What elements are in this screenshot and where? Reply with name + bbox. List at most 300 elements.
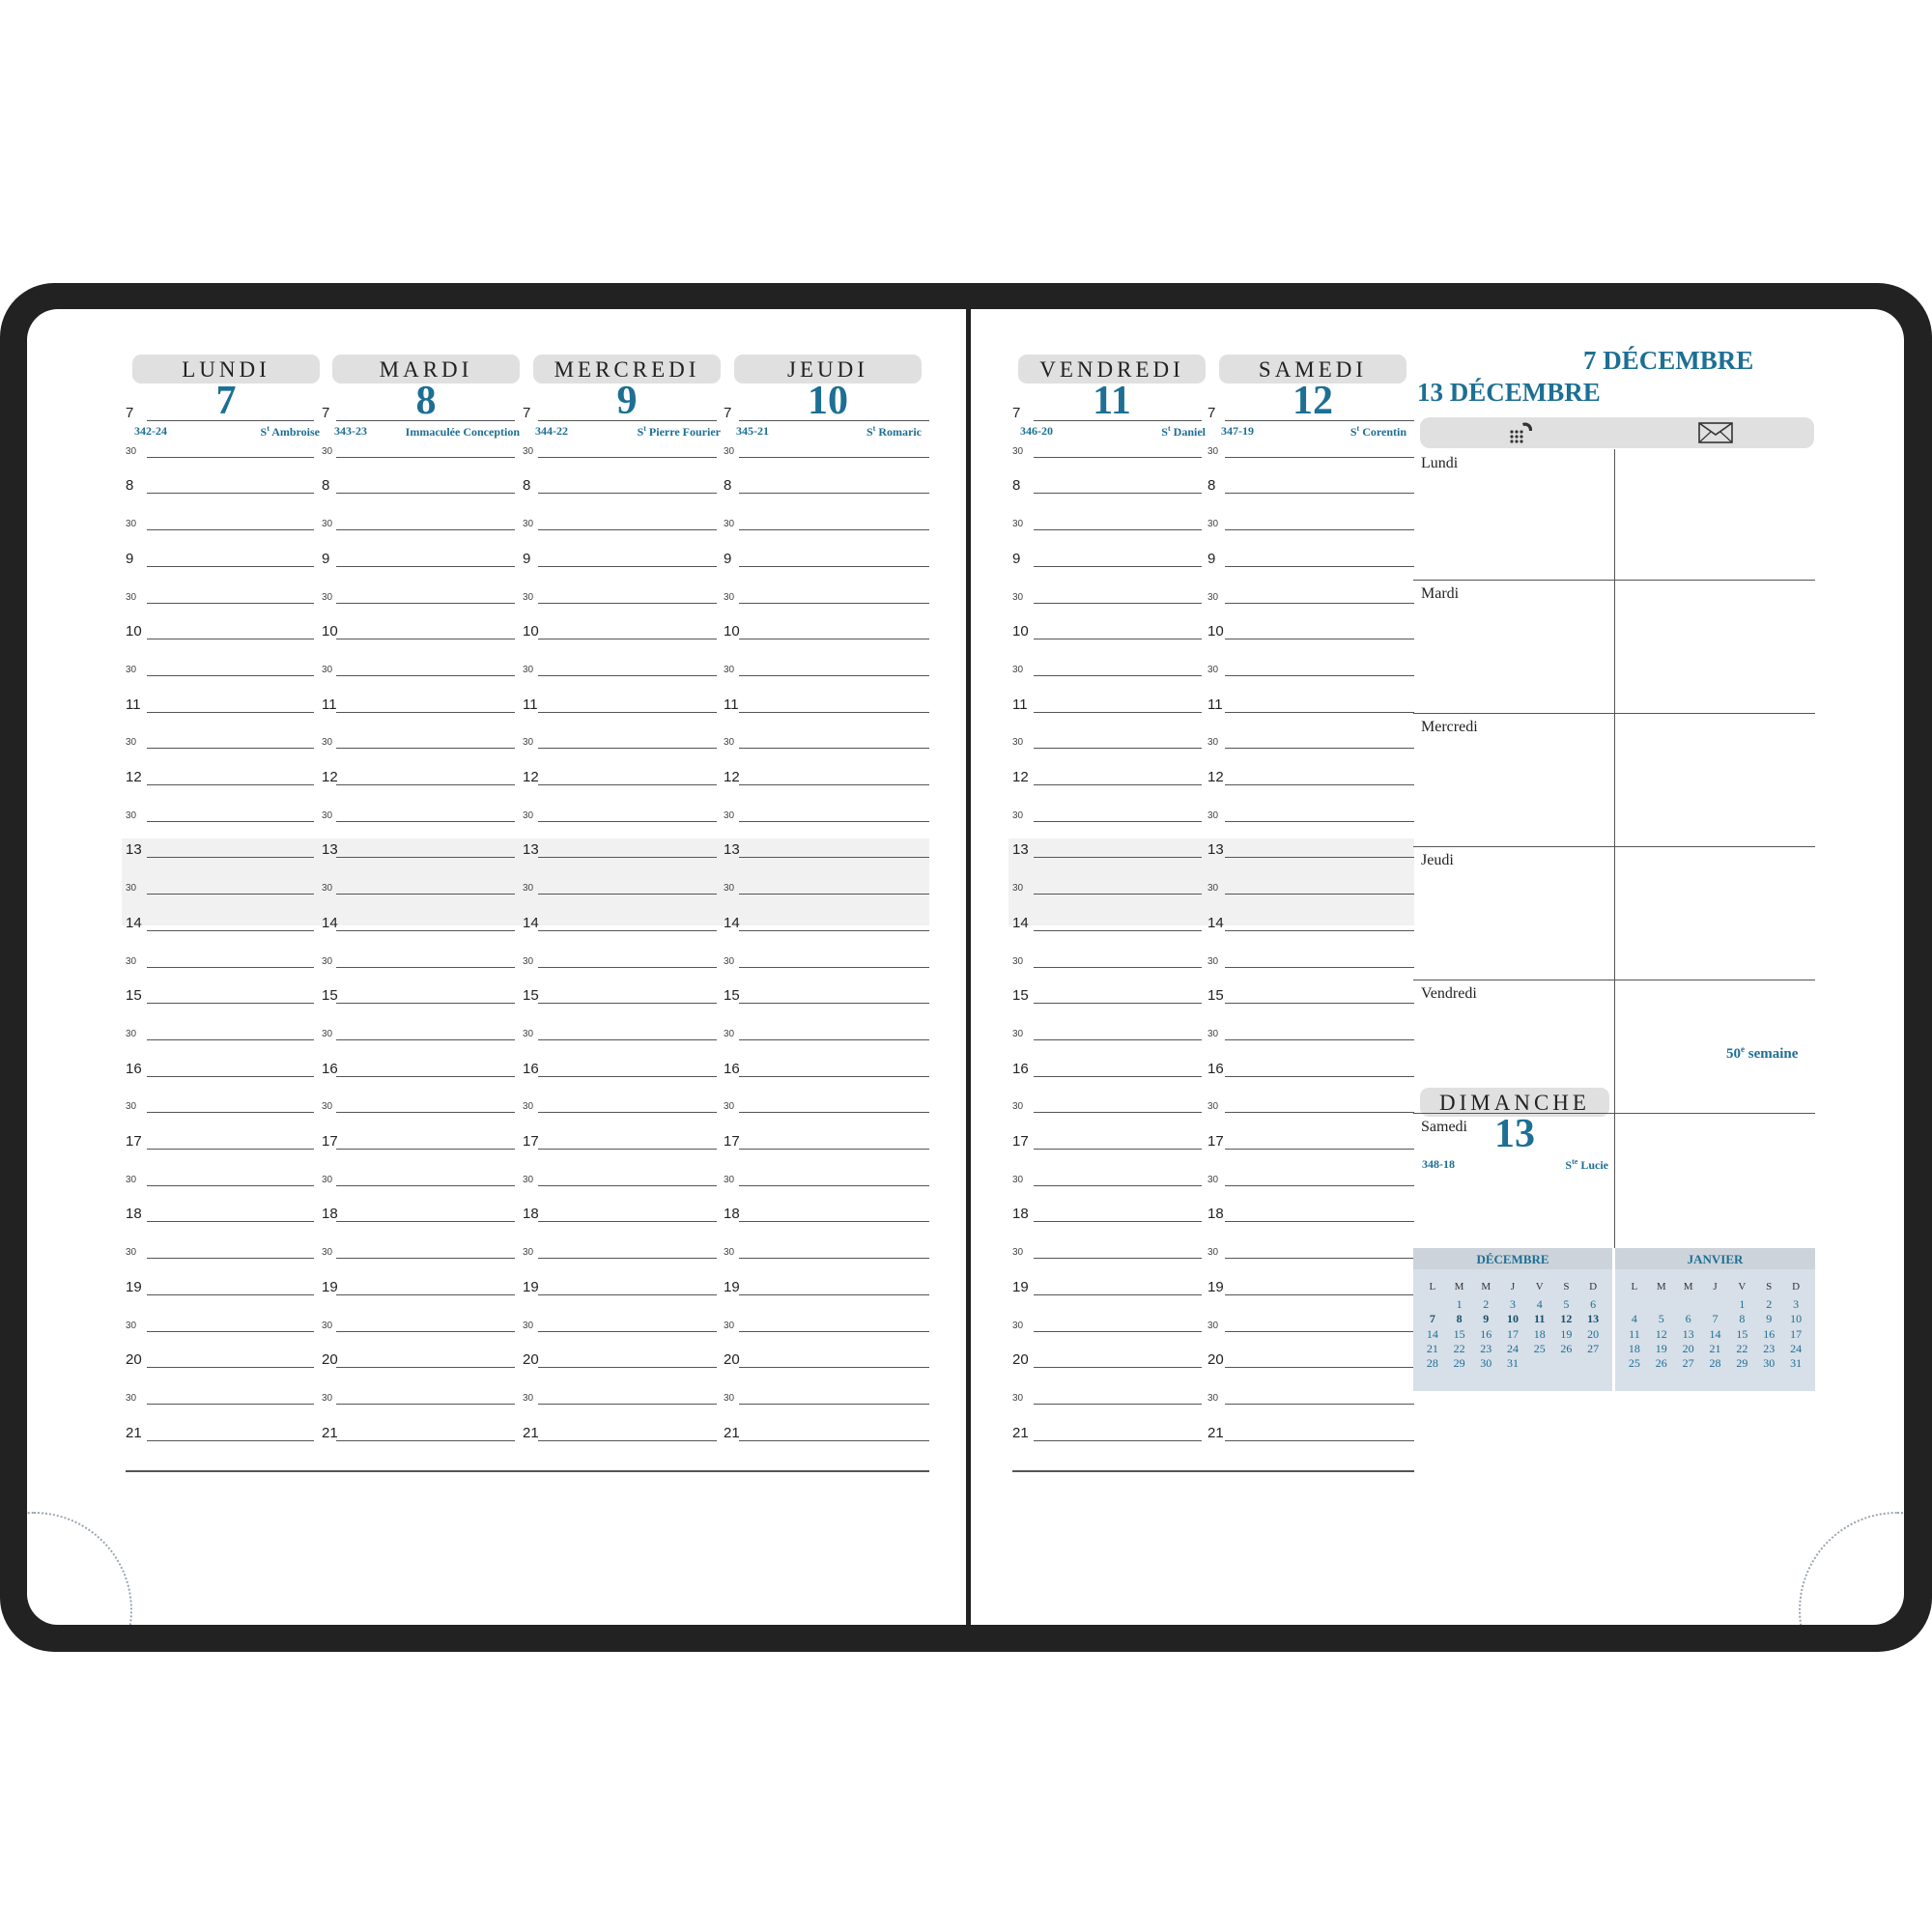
time-slot-line[interactable] [336, 894, 515, 895]
time-slot-line[interactable] [1034, 1039, 1202, 1040]
time-slot-line[interactable] [336, 930, 515, 931]
mini-calendar-day[interactable]: 23 [1763, 1341, 1776, 1355]
hour-label: 20 [322, 1351, 338, 1369]
time-slot-line[interactable] [739, 894, 929, 895]
day-number-dimanche: 13 [1494, 1112, 1535, 1156]
time-slot-line[interactable] [147, 493, 314, 494]
mini-calendar-day[interactable]: 21 [1426, 1341, 1438, 1355]
time-slot-line[interactable] [147, 1258, 314, 1259]
hour-label: 8 [322, 477, 330, 495]
time-slot-line[interactable] [1225, 894, 1414, 895]
time-slot-line[interactable] [1034, 894, 1202, 895]
time-slot-line[interactable] [1225, 566, 1414, 567]
mini-calendar-day[interactable]: 1 [1739, 1297, 1746, 1311]
time-slot-line[interactable] [1225, 457, 1414, 458]
mini-calendar-day[interactable]: 13 [1682, 1326, 1694, 1341]
time-slot-line[interactable] [1034, 1258, 1202, 1259]
mini-calendar-day[interactable]: 4 [1536, 1297, 1543, 1311]
time-slot-line[interactable] [739, 675, 929, 676]
time-slot-line[interactable] [147, 930, 314, 931]
time-slot-line[interactable] [336, 1112, 515, 1113]
time-slot-line[interactable] [147, 821, 314, 822]
time-slot-line[interactable] [1034, 821, 1202, 822]
time-slot-line[interactable] [1034, 1367, 1202, 1368]
time-slot-line[interactable] [1034, 529, 1202, 530]
time-slot-line[interactable] [1034, 857, 1202, 858]
time-slot-line[interactable] [538, 529, 717, 530]
time-slot-line[interactable] [336, 529, 515, 530]
time-slot-line[interactable] [147, 566, 314, 567]
time-slot-line[interactable] [739, 930, 929, 931]
time-slot-line[interactable] [147, 457, 314, 458]
time-slot-line[interactable] [739, 566, 929, 567]
time-slot-line[interactable] [1034, 420, 1202, 421]
time-slot-line[interactable] [336, 1331, 515, 1332]
mini-calendar-janvier [1615, 1248, 1815, 1391]
hour-label: 18 [126, 1206, 142, 1223]
time-slot-line[interactable] [1225, 857, 1414, 858]
hour-label: 14 [724, 914, 740, 931]
time-slot-line[interactable] [336, 857, 515, 858]
time-slot-line[interactable] [147, 1440, 314, 1441]
time-slot-line[interactable] [538, 1112, 717, 1113]
mini-calendar-day[interactable]: 10 [1507, 1312, 1519, 1326]
hour-label: 10 [1012, 623, 1029, 640]
hour-label: 11 [523, 696, 538, 713]
mini-calendar-month: DÉCEMBRE [1413, 1248, 1612, 1269]
time-slot-line[interactable] [1034, 1003, 1202, 1004]
mini-calendar-day[interactable]: 26 [1655, 1356, 1667, 1371]
time-slot-line[interactable] [538, 967, 717, 968]
mini-calendar-day[interactable]: 19 [1655, 1341, 1667, 1355]
time-slot-line[interactable] [147, 712, 314, 713]
time-slot-line[interactable] [538, 930, 717, 931]
time-slot-line[interactable] [1225, 1440, 1414, 1441]
time-slot-line[interactable] [147, 1003, 314, 1004]
time-slot-line[interactable] [336, 457, 515, 458]
mini-calendar-day[interactable]: 9 [1766, 1312, 1773, 1326]
mini-calendar-day[interactable]: 3 [1793, 1297, 1800, 1311]
time-slot-line[interactable] [1034, 1404, 1202, 1405]
time-slot-line[interactable] [739, 420, 929, 421]
time-slot-line[interactable] [1225, 529, 1414, 530]
time-slot-line[interactable] [538, 1076, 717, 1077]
mini-calendar-day[interactable]: 11 [1629, 1326, 1640, 1341]
mini-calendar-weekday: V [1535, 1281, 1544, 1293]
mini-calendar-day[interactable]: 4 [1631, 1312, 1637, 1326]
time-slot-line[interactable] [147, 1294, 314, 1295]
hour-label: 21 [322, 1424, 338, 1441]
time-slot-line[interactable] [739, 1331, 929, 1332]
mini-calendar-day[interactable]: 25 [1533, 1341, 1546, 1355]
mini-calendar-day[interactable]: 29 [1453, 1356, 1465, 1371]
mini-calendar-day[interactable]: 22 [1736, 1341, 1748, 1355]
time-slot-line[interactable] [1225, 748, 1414, 749]
mini-calendar-day[interactable]: 19 [1560, 1326, 1573, 1341]
time-slot-line[interactable] [739, 1185, 929, 1186]
day-saint-mercredi [562, 424, 721, 440]
time-slot-line[interactable] [147, 1076, 314, 1077]
notes-row-line [1413, 580, 1815, 581]
time-slot-line[interactable] [336, 1149, 515, 1150]
time-slot-line[interactable] [1225, 675, 1414, 676]
time-slot-line[interactable] [336, 1039, 515, 1040]
time-slot-line[interactable] [739, 1367, 929, 1368]
time-slot-line[interactable] [147, 420, 314, 421]
hour-label: 13 [1012, 841, 1029, 859]
time-slot-line[interactable] [336, 1221, 515, 1222]
time-slot-line[interactable] [1225, 930, 1414, 931]
half-hour-label: 30 [1012, 883, 1024, 895]
time-slot-line[interactable] [1225, 1221, 1414, 1222]
time-slot-line[interactable] [1225, 821, 1414, 822]
mini-calendar-day[interactable]: 28 [1426, 1356, 1438, 1371]
mini-calendar-day[interactable]: 30 [1763, 1356, 1776, 1371]
time-slot-line[interactable] [1225, 1331, 1414, 1332]
time-slot-line[interactable] [1225, 1003, 1414, 1004]
mini-calendar-day[interactable]: 31 [1507, 1356, 1519, 1371]
time-slot-line[interactable] [1034, 1185, 1202, 1186]
time-slot-line[interactable] [538, 1039, 717, 1040]
mini-calendar-day[interactable]: 26 [1560, 1341, 1573, 1355]
time-slot-line[interactable] [739, 1294, 929, 1295]
mini-calendar-day[interactable]: 14 [1709, 1326, 1721, 1341]
time-slot-line[interactable] [336, 420, 515, 421]
time-slot-line[interactable] [1034, 1221, 1202, 1222]
mini-calendar-day[interactable]: 23 [1480, 1341, 1492, 1355]
time-slot-line[interactable] [538, 1003, 717, 1004]
mini-calendar-day[interactable]: 5 [1658, 1312, 1664, 1326]
hour-label: 20 [724, 1351, 740, 1369]
time-slot-line[interactable] [336, 1440, 515, 1441]
half-hour-label: 30 [1208, 1028, 1219, 1039]
mini-calendar-day[interactable]: 27 [1587, 1341, 1600, 1355]
time-slot-line[interactable] [1225, 1258, 1414, 1259]
time-slot-line[interactable] [739, 1003, 929, 1004]
time-slot-line[interactable] [147, 967, 314, 968]
day-pill-mercredi: MERCREDI [533, 355, 721, 384]
half-hour-label: 30 [322, 445, 333, 457]
saint-prefix: S [866, 425, 873, 439]
time-slot-line[interactable] [739, 1221, 929, 1222]
time-slot-line[interactable] [1225, 784, 1414, 785]
hour-label: 16 [1208, 1060, 1224, 1077]
time-slot-line[interactable] [336, 566, 515, 567]
time-slot-line[interactable] [1034, 1440, 1202, 1441]
time-slot-line[interactable] [1034, 1294, 1202, 1295]
time-slot-line[interactable] [538, 1185, 717, 1186]
mini-calendar-day[interactable]: 14 [1426, 1326, 1438, 1341]
saint-sup: t [1356, 424, 1360, 433]
time-slot-line[interactable] [739, 457, 929, 458]
time-slot-line[interactable] [739, 603, 929, 604]
time-slot-line[interactable] [739, 857, 929, 858]
saint-name: Ambroise [269, 425, 320, 439]
mini-calendar-day[interactable]: 5 [1563, 1297, 1570, 1311]
day-pill-lundi: LUNDI [132, 355, 320, 384]
mini-calendar-day[interactable]: 18 [1628, 1341, 1640, 1355]
time-slot-line[interactable] [739, 529, 929, 530]
time-slot-line[interactable] [147, 1185, 314, 1186]
mini-calendar-day[interactable]: 6 [1685, 1312, 1691, 1326]
time-slot-line[interactable] [739, 1440, 929, 1441]
day-pill-dimanche: DIMANCHE [1420, 1088, 1609, 1117]
time-slot-line[interactable] [538, 748, 717, 749]
mini-calendar-day[interactable]: 16 [1763, 1326, 1776, 1341]
time-slot-line[interactable] [538, 603, 717, 604]
time-slot-line[interactable] [147, 675, 314, 676]
time-slot-line[interactable] [1034, 1149, 1202, 1150]
time-slot-line[interactable] [147, 857, 314, 858]
time-slot-line[interactable] [739, 821, 929, 822]
half-hour-label: 30 [523, 1247, 534, 1259]
time-slot-line[interactable] [1225, 1039, 1414, 1040]
hour-label: 9 [1208, 550, 1216, 567]
hour-label: 19 [322, 1278, 338, 1295]
time-slot-line[interactable] [336, 748, 515, 749]
time-slot-line[interactable] [538, 894, 717, 895]
time-slot-line[interactable] [336, 784, 515, 785]
saint-sup: t [267, 424, 270, 433]
mini-calendar-day[interactable]: 3 [1510, 1297, 1516, 1311]
mini-calendar-day[interactable]: 2 [1766, 1297, 1773, 1311]
time-slot-line[interactable] [336, 1076, 515, 1077]
hour-label: 20 [1012, 1351, 1029, 1369]
hour-label: 12 [1012, 769, 1029, 785]
half-hour-label: 30 [523, 810, 534, 821]
half-hour-label: 30 [724, 1247, 735, 1259]
time-slot-line[interactable] [739, 1258, 929, 1259]
time-slot-line[interactable] [739, 493, 929, 494]
time-slot-line[interactable] [538, 857, 717, 858]
time-slot-line[interactable] [1034, 1112, 1202, 1113]
mini-calendar-day[interactable]: 31 [1790, 1356, 1803, 1371]
mini-calendar-weekday: L [1631, 1281, 1638, 1293]
time-slot-line[interactable] [336, 1185, 515, 1186]
half-hour-label: 30 [523, 955, 534, 967]
time-slot-line[interactable] [336, 1003, 515, 1004]
time-slot-line[interactable] [739, 784, 929, 785]
time-slot-line[interactable] [538, 1258, 717, 1259]
time-slot-line[interactable] [147, 784, 314, 785]
time-slot-line[interactable] [538, 457, 717, 458]
half-hour-label: 30 [126, 1247, 137, 1259]
mini-calendar-day[interactable]: 22 [1453, 1341, 1465, 1355]
mini-calendar-day[interactable]: 16 [1480, 1326, 1492, 1341]
hour-label: 7 [1012, 405, 1021, 421]
half-hour-label: 30 [1012, 591, 1024, 603]
hour-label: 21 [523, 1424, 539, 1441]
time-slot-line[interactable] [147, 1367, 314, 1368]
time-slot-line[interactable] [538, 1367, 717, 1368]
time-slot-line[interactable] [147, 1331, 314, 1332]
time-slot-line[interactable] [538, 1331, 717, 1332]
time-slot-line[interactable] [1225, 603, 1414, 604]
time-slot-line[interactable] [538, 420, 717, 421]
mini-calendar-day[interactable]: 13 [1587, 1312, 1600, 1326]
mini-calendar-day[interactable]: 9 [1483, 1312, 1490, 1326]
time-slot-line[interactable] [739, 748, 929, 749]
mini-calendar-weekday: J [1510, 1281, 1516, 1293]
time-slot-line[interactable] [147, 1112, 314, 1113]
day-code-samedi: 347-19 [1221, 424, 1254, 438]
time-slot-line[interactable] [538, 712, 717, 713]
time-slot-line[interactable] [147, 1404, 314, 1405]
time-slot-line[interactable] [147, 529, 314, 530]
mini-calendar-day[interactable]: 12 [1655, 1326, 1667, 1341]
time-slot-line[interactable] [739, 1039, 929, 1040]
mini-calendar-day[interactable]: 17 [1507, 1326, 1519, 1341]
time-slot-line[interactable] [1034, 967, 1202, 968]
hour-label: 16 [126, 1060, 142, 1077]
notes-day-label: Samedi [1421, 1119, 1467, 1135]
day-saint-jeudi [763, 424, 922, 440]
time-slot-line[interactable] [1034, 1331, 1202, 1332]
time-slot-line[interactable] [538, 1440, 717, 1441]
time-slot-line[interactable] [336, 1258, 515, 1259]
saint-prefix: S [637, 425, 644, 439]
mini-calendar-day[interactable]: 28 [1709, 1356, 1721, 1371]
time-slot-line[interactable] [538, 1404, 717, 1405]
time-slot-line[interactable] [147, 1039, 314, 1040]
hour-label: 9 [724, 550, 732, 567]
time-slot-line[interactable] [336, 821, 515, 822]
hour-label: 17 [126, 1133, 142, 1150]
time-slot-line[interactable] [1225, 1294, 1414, 1295]
saint-name: Corentin [1359, 425, 1406, 439]
mini-calendar-day[interactable]: 18 [1533, 1326, 1546, 1341]
time-slot-line[interactable] [1034, 457, 1202, 458]
mini-calendar-day[interactable]: 30 [1480, 1356, 1492, 1371]
mini-calendar-day[interactable]: 1 [1456, 1297, 1463, 1311]
time-slot-line[interactable] [538, 821, 717, 822]
saint-prefix: S [1350, 425, 1357, 439]
hour-label: 10 [523, 623, 539, 640]
mini-calendar-day[interactable]: 8 [1456, 1312, 1463, 1326]
time-slot-line[interactable] [1225, 1076, 1414, 1077]
time-slot-line[interactable] [147, 1221, 314, 1222]
time-slot-line[interactable] [147, 748, 314, 749]
time-slot-line[interactable] [1225, 1149, 1414, 1150]
mini-calendar-day[interactable]: 29 [1736, 1356, 1748, 1371]
mini-calendar-day[interactable]: 21 [1709, 1341, 1721, 1355]
time-slot-line[interactable] [739, 1076, 929, 1077]
time-slot-line[interactable] [538, 1149, 717, 1150]
mini-calendar-day[interactable]: 24 [1790, 1341, 1803, 1355]
mini-calendar-day[interactable]: 15 [1453, 1326, 1465, 1341]
time-slot-line[interactable] [1225, 967, 1414, 968]
time-slot-line[interactable] [1034, 493, 1202, 494]
time-slot-line[interactable] [1225, 712, 1414, 713]
time-slot-line[interactable] [336, 967, 515, 968]
mini-calendar-day[interactable]: 12 [1560, 1312, 1573, 1326]
mini-calendar-day[interactable]: 20 [1587, 1326, 1600, 1341]
half-hour-label: 30 [523, 591, 534, 603]
mini-calendar-day[interactable]: 7 [1712, 1312, 1719, 1326]
hour-label: 17 [1012, 1133, 1029, 1150]
time-slot-line[interactable] [1034, 566, 1202, 567]
time-slot-line[interactable] [1225, 1404, 1414, 1405]
hour-label: 8 [1012, 477, 1021, 495]
time-slot-line[interactable] [336, 1404, 515, 1405]
saint-prefix: S [1565, 1158, 1573, 1172]
time-slot-line[interactable] [147, 603, 314, 604]
right-page [971, 309, 1904, 1625]
mini-calendar-day[interactable]: 15 [1736, 1326, 1748, 1341]
time-slot-line[interactable] [1034, 712, 1202, 713]
hour-label: 16 [322, 1060, 338, 1077]
time-slot-line[interactable] [739, 1149, 929, 1150]
page-end-line [1012, 1470, 1414, 1472]
time-slot-line[interactable] [739, 967, 929, 968]
time-slot-line[interactable] [147, 1149, 314, 1150]
half-hour-label: 30 [1012, 1174, 1024, 1185]
mini-calendar-weekday: V [1738, 1281, 1747, 1293]
time-slot-line[interactable] [538, 1294, 717, 1295]
mini-calendar-day[interactable]: 10 [1790, 1312, 1803, 1326]
time-slot-line[interactable] [739, 712, 929, 713]
hour-label: 12 [322, 769, 338, 785]
mini-calendar-day[interactable]: 17 [1790, 1326, 1803, 1341]
mini-calendar-day[interactable]: 7 [1429, 1312, 1435, 1326]
hour-label: 20 [126, 1351, 142, 1369]
time-slot-line[interactable] [1034, 784, 1202, 785]
day-number-mercredi: 9 [616, 379, 638, 423]
time-slot-line[interactable] [538, 566, 717, 567]
time-slot-line[interactable] [1225, 420, 1414, 421]
mini-calendar-day[interactable]: 20 [1682, 1341, 1694, 1355]
time-slot-line[interactable] [336, 1294, 515, 1295]
time-slot-line[interactable] [739, 1112, 929, 1113]
mini-calendar-day[interactable]: 24 [1507, 1341, 1519, 1355]
time-slot-line[interactable] [336, 493, 515, 494]
time-slot-line[interactable] [336, 1367, 515, 1368]
time-slot-line[interactable] [147, 894, 314, 895]
hour-label: 14 [126, 914, 142, 931]
mini-calendar-day[interactable]: 11 [1534, 1312, 1546, 1326]
time-slot-line[interactable] [1034, 930, 1202, 931]
time-slot-line[interactable] [1225, 1112, 1414, 1113]
half-hour-label: 30 [724, 955, 735, 967]
time-slot-line[interactable] [336, 603, 515, 604]
time-slot-line[interactable] [1034, 675, 1202, 676]
half-hour-label: 30 [1208, 591, 1219, 603]
time-slot-line[interactable] [1034, 748, 1202, 749]
time-slot-line[interactable] [538, 784, 717, 785]
hour-label: 7 [1208, 405, 1216, 421]
time-slot-line[interactable] [1034, 1076, 1202, 1077]
mini-calendar-day[interactable]: 27 [1682, 1356, 1694, 1371]
time-slot-line[interactable] [1225, 493, 1414, 494]
mini-calendar-day[interactable]: 6 [1590, 1297, 1597, 1311]
mini-calendar-day[interactable]: 25 [1628, 1356, 1640, 1371]
time-slot-line[interactable] [538, 675, 717, 676]
mini-calendar-day[interactable]: 2 [1483, 1297, 1490, 1311]
time-slot-line[interactable] [336, 712, 515, 713]
time-slot-line[interactable] [336, 675, 515, 676]
time-slot-line[interactable] [739, 1404, 929, 1405]
half-hour-label: 30 [1012, 445, 1024, 457]
half-hour-label: 30 [322, 955, 333, 967]
mini-calendar-day[interactable]: 8 [1739, 1312, 1746, 1326]
time-slot-line[interactable] [1225, 1367, 1414, 1368]
hour-label: 11 [126, 696, 141, 713]
time-slot-line[interactable] [538, 493, 717, 494]
time-slot-line[interactable] [1034, 603, 1202, 604]
time-slot-line[interactable] [538, 1221, 717, 1222]
half-hour-label: 30 [126, 591, 137, 603]
time-slot-line[interactable] [1225, 1185, 1414, 1186]
